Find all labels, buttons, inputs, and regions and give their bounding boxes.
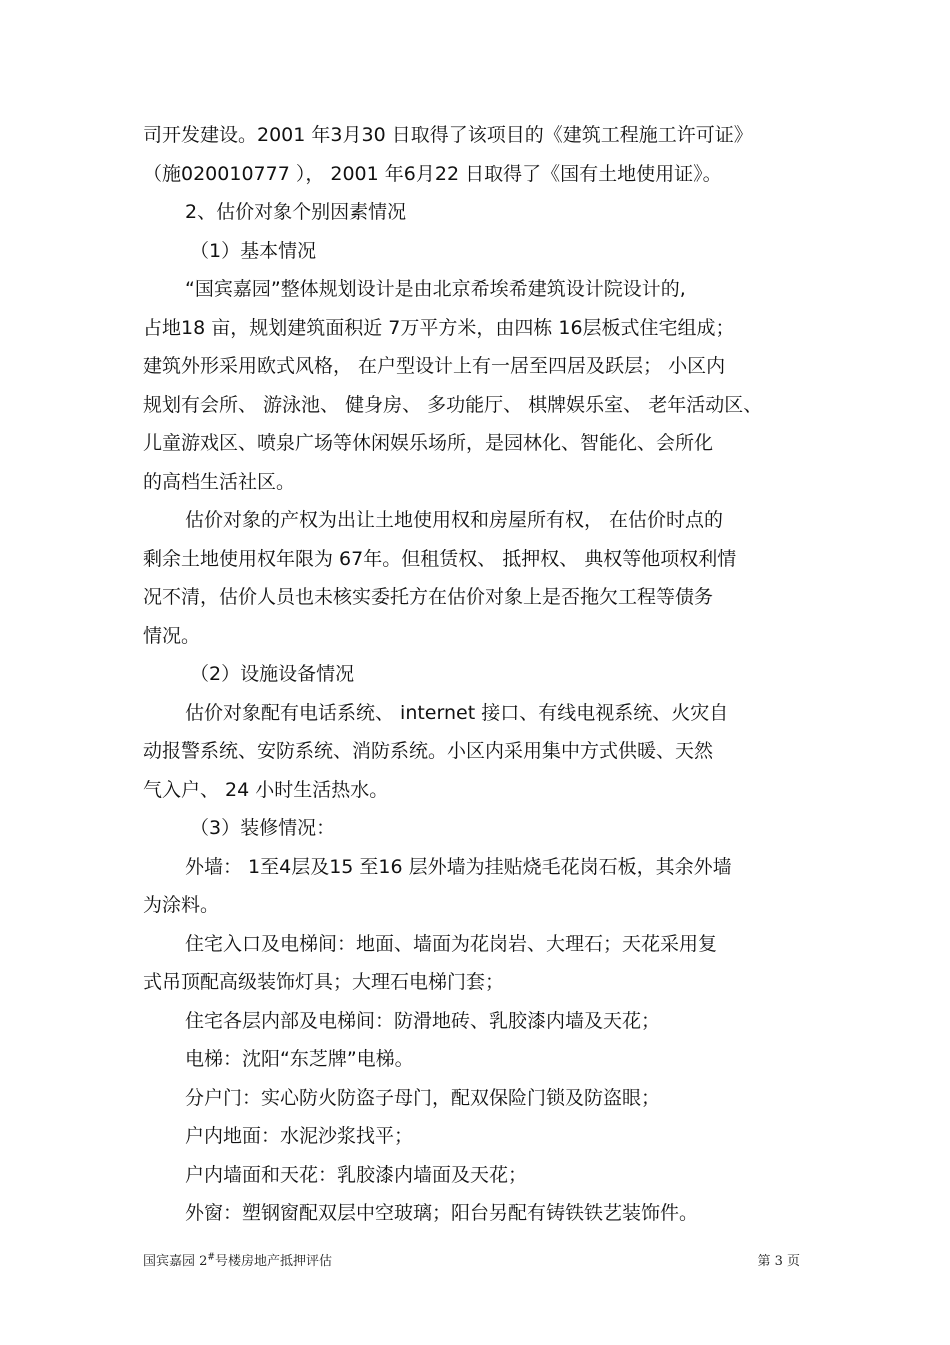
text-line: “国宾嘉园”整体规划设计是由北京希埃希建筑设计院设计的,: [185, 278, 686, 300]
text-line: 分户门：实心防火防盗子母门，配双保险门锁及防盗眼；: [185, 1086, 661, 1109]
text-line: 规划有会所、 游泳池、 健身房、 多功能厅、 棋牌娱乐室、 老年活动区、: [143, 393, 763, 416]
text-line: 占地18 亩，规划建筑面积近 7万平方米，由四栋 16层板式住宅组成；: [143, 316, 735, 339]
text-line: 外墙： 1至4层及15 至16 层外墙为挂贴烧毛花岗石板，其余外墙: [185, 855, 732, 878]
page-number: 第 3 页: [757, 1254, 800, 1269]
text-line: 为涂料。: [143, 894, 220, 916]
subsection-heading: （1）基本情况: [190, 239, 317, 262]
text-line: （施020010777 ）， 2001 年6月22 日取得了《国有土地使用证》。: [143, 162, 722, 185]
text-line: 气入户、 24 小时生活热水。: [143, 778, 389, 801]
subsection-heading: （2）设施设备情况: [190, 663, 355, 685]
text-line: 建筑外形采用欧式风格， 在户型设计上有一居至四居及跃层； 小区内: [143, 355, 726, 377]
text-line: 剩余土地使用权年限为 67年。但租赁权、 抵押权、 典权等他项权利情: [143, 547, 737, 570]
text-line: 住宅入口及电梯间：地面、墙面为花岗岩、大理石；天花采用复: [185, 932, 718, 955]
text-line: 司开发建设。2001 年3月30 日取得了该项目的《建筑工程施工许可证》: [143, 124, 753, 146]
text-line: 动报警系统、安防系统、消防系统。小区内采用集中方式供暖、天然: [143, 740, 714, 762]
subsection-heading: （3）装修情况：: [190, 817, 336, 839]
section-heading: 2、估价对象个别因素情况: [185, 201, 407, 223]
text-line: 情况。: [143, 624, 201, 647]
text-line: 估价对象配有电话系统、 internet 接口、有线电视系统、火灾自: [185, 701, 729, 724]
text-line: 况不清，估价人员也未核实委托方在估价对象上是否拖欠工程等债务: [143, 586, 714, 608]
text-line: 住宅各层内部及电梯间：防滑地砖、乳胶漆内墙及天花；: [185, 1009, 661, 1032]
text-line: 估价对象的产权为出让土地使用权和房屋所有权， 在估价时点的: [185, 509, 724, 531]
text-line: 户内地面：水泥沙浆找平；: [185, 1125, 414, 1147]
footer-document-title: 国宾嘉园 2#号楼房地产抵押评估: [143, 1252, 332, 1269]
text-line: 的高档生活社区。: [143, 470, 296, 493]
text-line: 户内墙面和天花：乳胶漆内墙面及天花；: [185, 1163, 528, 1186]
text-line: 外窗：塑钢窗配双层中空玻璃；阳台另配有铸铁铁艺装饰件。: [185, 1202, 699, 1224]
body-text: [143, 116, 813, 1233]
text-line: 式吊顶配高级装饰灯具；大理石电梯门套；: [143, 971, 505, 993]
page-footer: [143, 1250, 800, 1269]
text-line: 儿童游戏区、喷泉广场等休闲娱乐场所，是园林化、智能化、会所化: [143, 432, 714, 454]
text-line: 电梯：沈阳“东芝牌”电梯。: [185, 1048, 414, 1070]
